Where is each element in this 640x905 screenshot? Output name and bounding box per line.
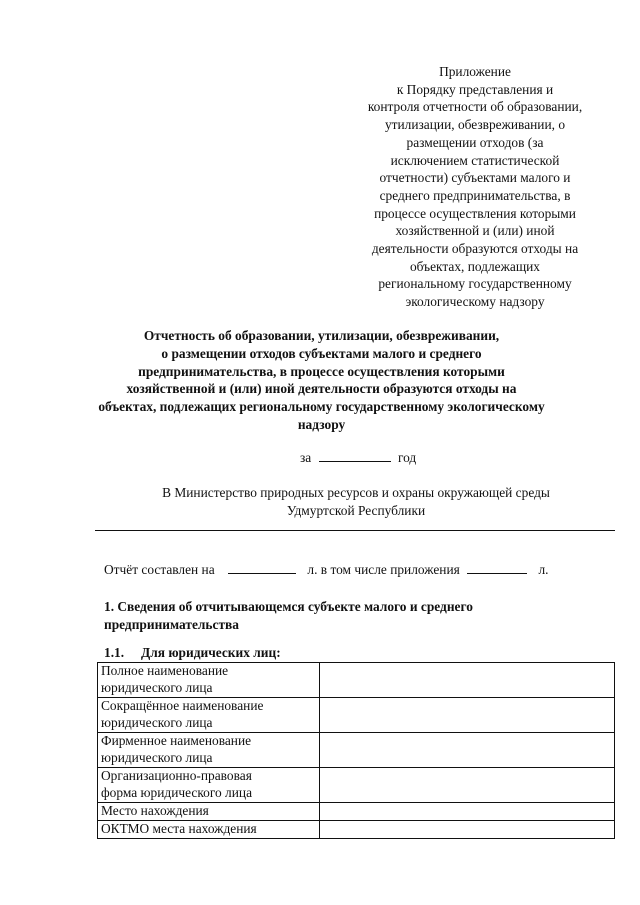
short-name-value-cell[interactable] bbox=[320, 698, 615, 733]
row-label bbox=[98, 698, 320, 733]
title-line: предпринимательства, в процессе осуществления которыми bbox=[138, 363, 505, 379]
label-line: Организационно-правовая bbox=[101, 768, 252, 783]
legal-form-value-cell[interactable] bbox=[320, 768, 615, 803]
title-line: надзору bbox=[297, 416, 346, 432]
pages-blank-field[interactable] bbox=[228, 561, 296, 574]
reporting-period bbox=[300, 449, 416, 466]
appendix-line: хозяйственной и (или) иной bbox=[395, 223, 555, 239]
appendix-line: деятельности образуются отходы на bbox=[371, 241, 579, 257]
period-suffix: год bbox=[397, 450, 417, 465]
title-line: Отчетность об образовании, утилизации, обезвреживании, bbox=[143, 328, 500, 343]
table-row bbox=[98, 803, 615, 821]
recipient-block bbox=[100, 484, 612, 519]
row-label bbox=[98, 803, 320, 821]
subsection-number: 1.1. bbox=[104, 645, 125, 660]
report-pages-line bbox=[104, 561, 549, 578]
appendix-line: контроля отчетности об образовании, bbox=[367, 99, 583, 115]
appendix-line: Приложение bbox=[439, 64, 511, 79]
appendix-line: утилизации, обезвреживании, о bbox=[384, 117, 566, 133]
title-line: хозяйственной и (или) иной деятельности образуются отходы на bbox=[126, 381, 517, 397]
appendix-line: исключением статистической bbox=[390, 152, 560, 168]
appendix-line: региональному государственному bbox=[378, 276, 572, 292]
appendix-line: среднего предпринимательства, в bbox=[379, 187, 571, 203]
report-text-attachments: л. в том числе приложения bbox=[307, 562, 460, 577]
brand-name-value-cell[interactable] bbox=[320, 733, 615, 768]
oktmo-value-cell[interactable] bbox=[320, 821, 615, 839]
appendix-line: объектах, подлежащих bbox=[409, 258, 540, 274]
recipient-underline bbox=[95, 530, 615, 531]
section-heading-line: 1. Сведения об отчитывающемся субъекте малого и среднего bbox=[104, 599, 473, 614]
appendix-line: к Порядку представления и bbox=[396, 81, 554, 97]
label-line: юридического лица bbox=[101, 714, 213, 730]
label-line: Место нахождения bbox=[101, 803, 209, 818]
year-blank-field[interactable] bbox=[319, 449, 391, 462]
row-label bbox=[98, 821, 320, 839]
table-row bbox=[98, 768, 615, 803]
report-text-suffix: л. bbox=[538, 562, 549, 577]
label-line: юридического лица bbox=[101, 749, 213, 765]
appendix-line: размещении отходов (за bbox=[406, 134, 544, 150]
label-line: Полное наименование bbox=[101, 663, 229, 678]
table-row bbox=[98, 821, 615, 839]
appendix-line: отчетности) субъектами малого и bbox=[379, 170, 571, 186]
subsection-title: Для юридических лиц: bbox=[141, 645, 281, 660]
label-line: юридического лица bbox=[101, 679, 213, 695]
table-row bbox=[98, 698, 615, 733]
row-label bbox=[98, 768, 320, 803]
subsection-1-1-heading bbox=[104, 645, 281, 661]
recipient-line: В Министерство природных ресурсов и охраны окружающей среды bbox=[162, 485, 550, 500]
title-line: объектах, подлежащих региональному государственному экологическому bbox=[98, 399, 545, 415]
appendix-header bbox=[340, 63, 610, 311]
document-title bbox=[40, 327, 603, 434]
table-row bbox=[98, 663, 615, 698]
appendix-line: экологическому надзору bbox=[405, 294, 545, 310]
label-line: форма юридического лица bbox=[101, 784, 253, 800]
table-row bbox=[98, 733, 615, 768]
row-label bbox=[98, 663, 320, 698]
attachment-pages-blank-field[interactable] bbox=[467, 561, 527, 574]
section-1-heading bbox=[104, 598, 604, 634]
report-text-pages: Отчёт составлен на bbox=[104, 562, 215, 577]
title-line: о размещении отходов субъектами малого и среднего bbox=[161, 345, 482, 361]
row-label bbox=[98, 733, 320, 768]
legal-entity-table bbox=[97, 662, 615, 839]
location-value-cell[interactable] bbox=[320, 803, 615, 821]
period-prefix: за bbox=[300, 450, 312, 465]
full-name-value-cell[interactable] bbox=[320, 663, 615, 698]
appendix-line: процессе осуществления которыми bbox=[374, 205, 576, 221]
label-line: ОКТМО места нахождения bbox=[101, 821, 257, 836]
label-line: Фирменное наименование bbox=[101, 733, 252, 748]
recipient-line: Удмуртской Республики bbox=[286, 502, 426, 518]
label-line: Сокращённое наименование bbox=[101, 698, 264, 713]
section-heading-line: предпринимательства bbox=[104, 617, 239, 632]
